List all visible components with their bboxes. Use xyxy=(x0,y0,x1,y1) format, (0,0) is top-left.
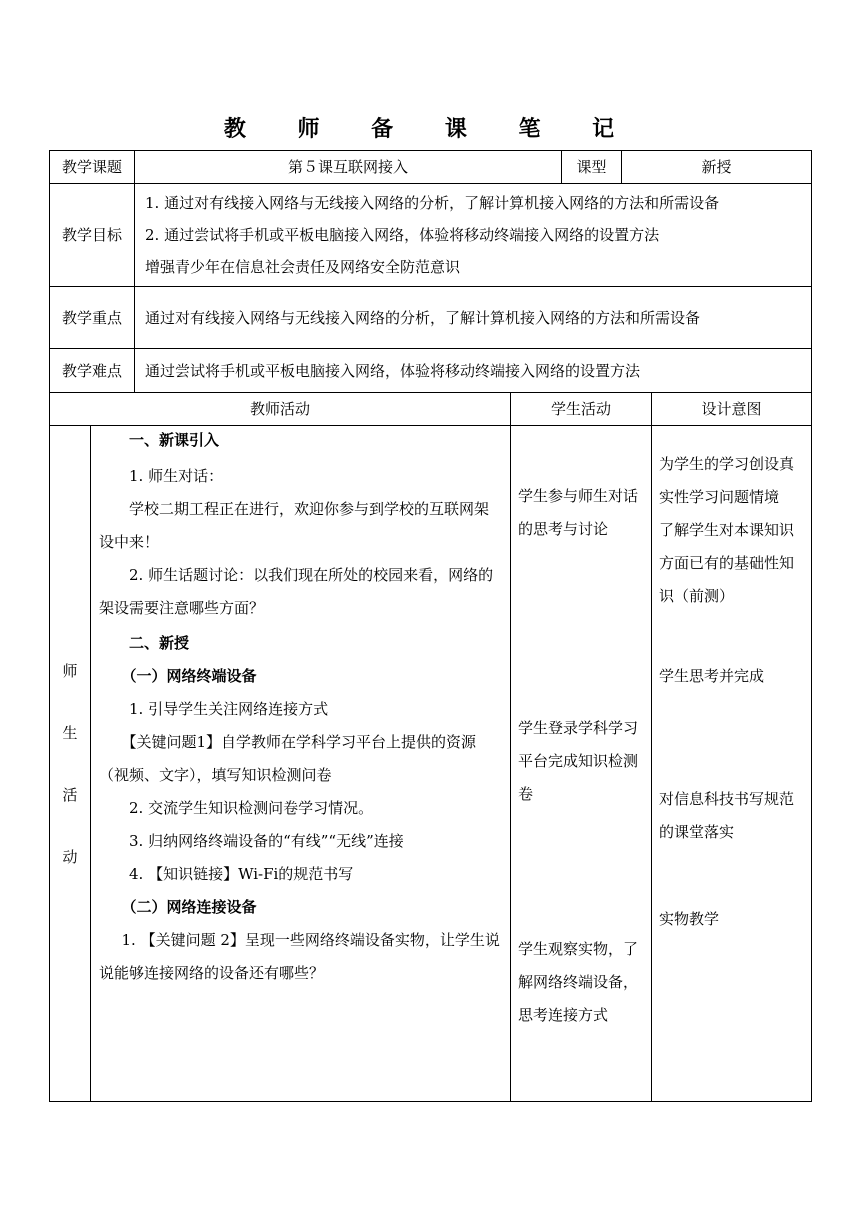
key-label: 教学重点 xyxy=(50,287,135,349)
teacher-step: 1. 师生对话： xyxy=(129,467,224,485)
section-heading: 二、新授 xyxy=(129,634,190,652)
teacher-activity-header: 教师活动 xyxy=(50,393,511,426)
section-heading: 一、新课引入 xyxy=(129,431,220,449)
activity-header-row xyxy=(50,393,812,426)
goal-cell xyxy=(135,184,812,287)
type-value: 新授 xyxy=(622,151,812,184)
side-char: 活 xyxy=(62,785,78,804)
design-intent-item: 对信息科技书写规范的课堂落实 xyxy=(659,790,795,841)
difficulty-label: 教学难点 xyxy=(50,349,135,393)
side-char: 生 xyxy=(62,723,78,742)
teacher-activity-cell xyxy=(91,426,511,1102)
student-activity-header: 学生活动 xyxy=(511,393,652,426)
student-activity-item: 学生参与师生对话的思考与讨论 xyxy=(518,487,639,538)
student-activity-item: 学生观察实物，了解网络终端设备，思考连接方式 xyxy=(518,940,639,1024)
side-char: 动 xyxy=(62,847,78,866)
teacher-step: 4. 【知识链接】Wi-Fi的规范书写 xyxy=(129,865,354,883)
design-intent-item: 实物教学 xyxy=(659,910,720,928)
design-intent-header: 设计意图 xyxy=(652,393,812,426)
student-activity-item: 学生登录学科学习平台完成知识检测卷 xyxy=(518,719,639,803)
topic-label: 教学课题 xyxy=(50,151,135,184)
type-label: 课型 xyxy=(562,151,622,184)
section-subheading: （一）网络终端设备 xyxy=(121,667,257,685)
teacher-step: 2. 师生话题讨论：以我们现在所处的校园来看，网络的架设需要注意哪些方面？ xyxy=(99,566,494,617)
student-activity-cell xyxy=(511,426,652,1102)
teacher-step: 1. 【关键问题 2】呈现一些网络终端设备实物，让学生说说能够连接网络的设备还有哪些？ xyxy=(99,931,500,982)
key-row xyxy=(50,287,812,349)
section-subheading: （二）网络连接设备 xyxy=(121,898,257,916)
difficulty-value: 通过尝试将手机或平板电脑接入网络，体验将移动终端接入网络的设置方法 xyxy=(135,349,812,393)
topic-value: 第５课互联网接入 xyxy=(135,151,562,184)
goal-row xyxy=(50,184,812,287)
teacher-step: 2. 交流学生知识检测问卷学习情况。 xyxy=(129,799,374,817)
lesson-info-table xyxy=(49,150,812,393)
activity-table xyxy=(49,392,812,1102)
topic-row xyxy=(50,151,812,184)
goal-label: 教学目标 xyxy=(50,184,135,287)
key-value: 通过对有线接入网络与无线接入网络的分析，了解计算机接入网络的方法和所需设备 xyxy=(135,287,812,349)
goal-item: 1. 通过对有线接入网络与无线接入网络的分析，了解计算机接入网络的方法和所需设备 xyxy=(145,194,720,212)
difficulty-row xyxy=(50,349,812,393)
goal-item: 2. 通过尝试将手机或平板电脑接入网络，体验将移动终端接入网络的设置方法 xyxy=(145,226,660,244)
teacher-step: 1. 引导学生关注网络连接方式 xyxy=(129,700,329,718)
activity-body-row xyxy=(50,426,812,1102)
design-intent-item: 为学生的学习创设真实性学习问题情境 xyxy=(659,455,795,506)
design-intent-item: 了解学生对本课知识方面已有的基础性知识（前测） xyxy=(659,521,795,605)
teacher-step: 3. 归纳网络终端设备的“有线”“无线”连接 xyxy=(129,832,404,850)
teacher-step: 学校二期工程正在进行，欢迎你参与到学校的互联网架设中来！ xyxy=(99,500,490,551)
side-char: 师 xyxy=(62,661,78,680)
design-intent-item: 学生思考并完成 xyxy=(659,667,765,685)
teacher-step: 【关键问题1】自学教师在学科学习平台上提供的资源（视频、文字），填写知识检测问卷 xyxy=(99,733,477,784)
goal-item: 增强青少年在信息社会责任及网络安全防范意识 xyxy=(145,258,461,276)
design-intent-cell xyxy=(652,426,812,1102)
page-title: 教 师 备 课 笔 记 xyxy=(223,117,637,142)
side-label xyxy=(50,426,91,1102)
